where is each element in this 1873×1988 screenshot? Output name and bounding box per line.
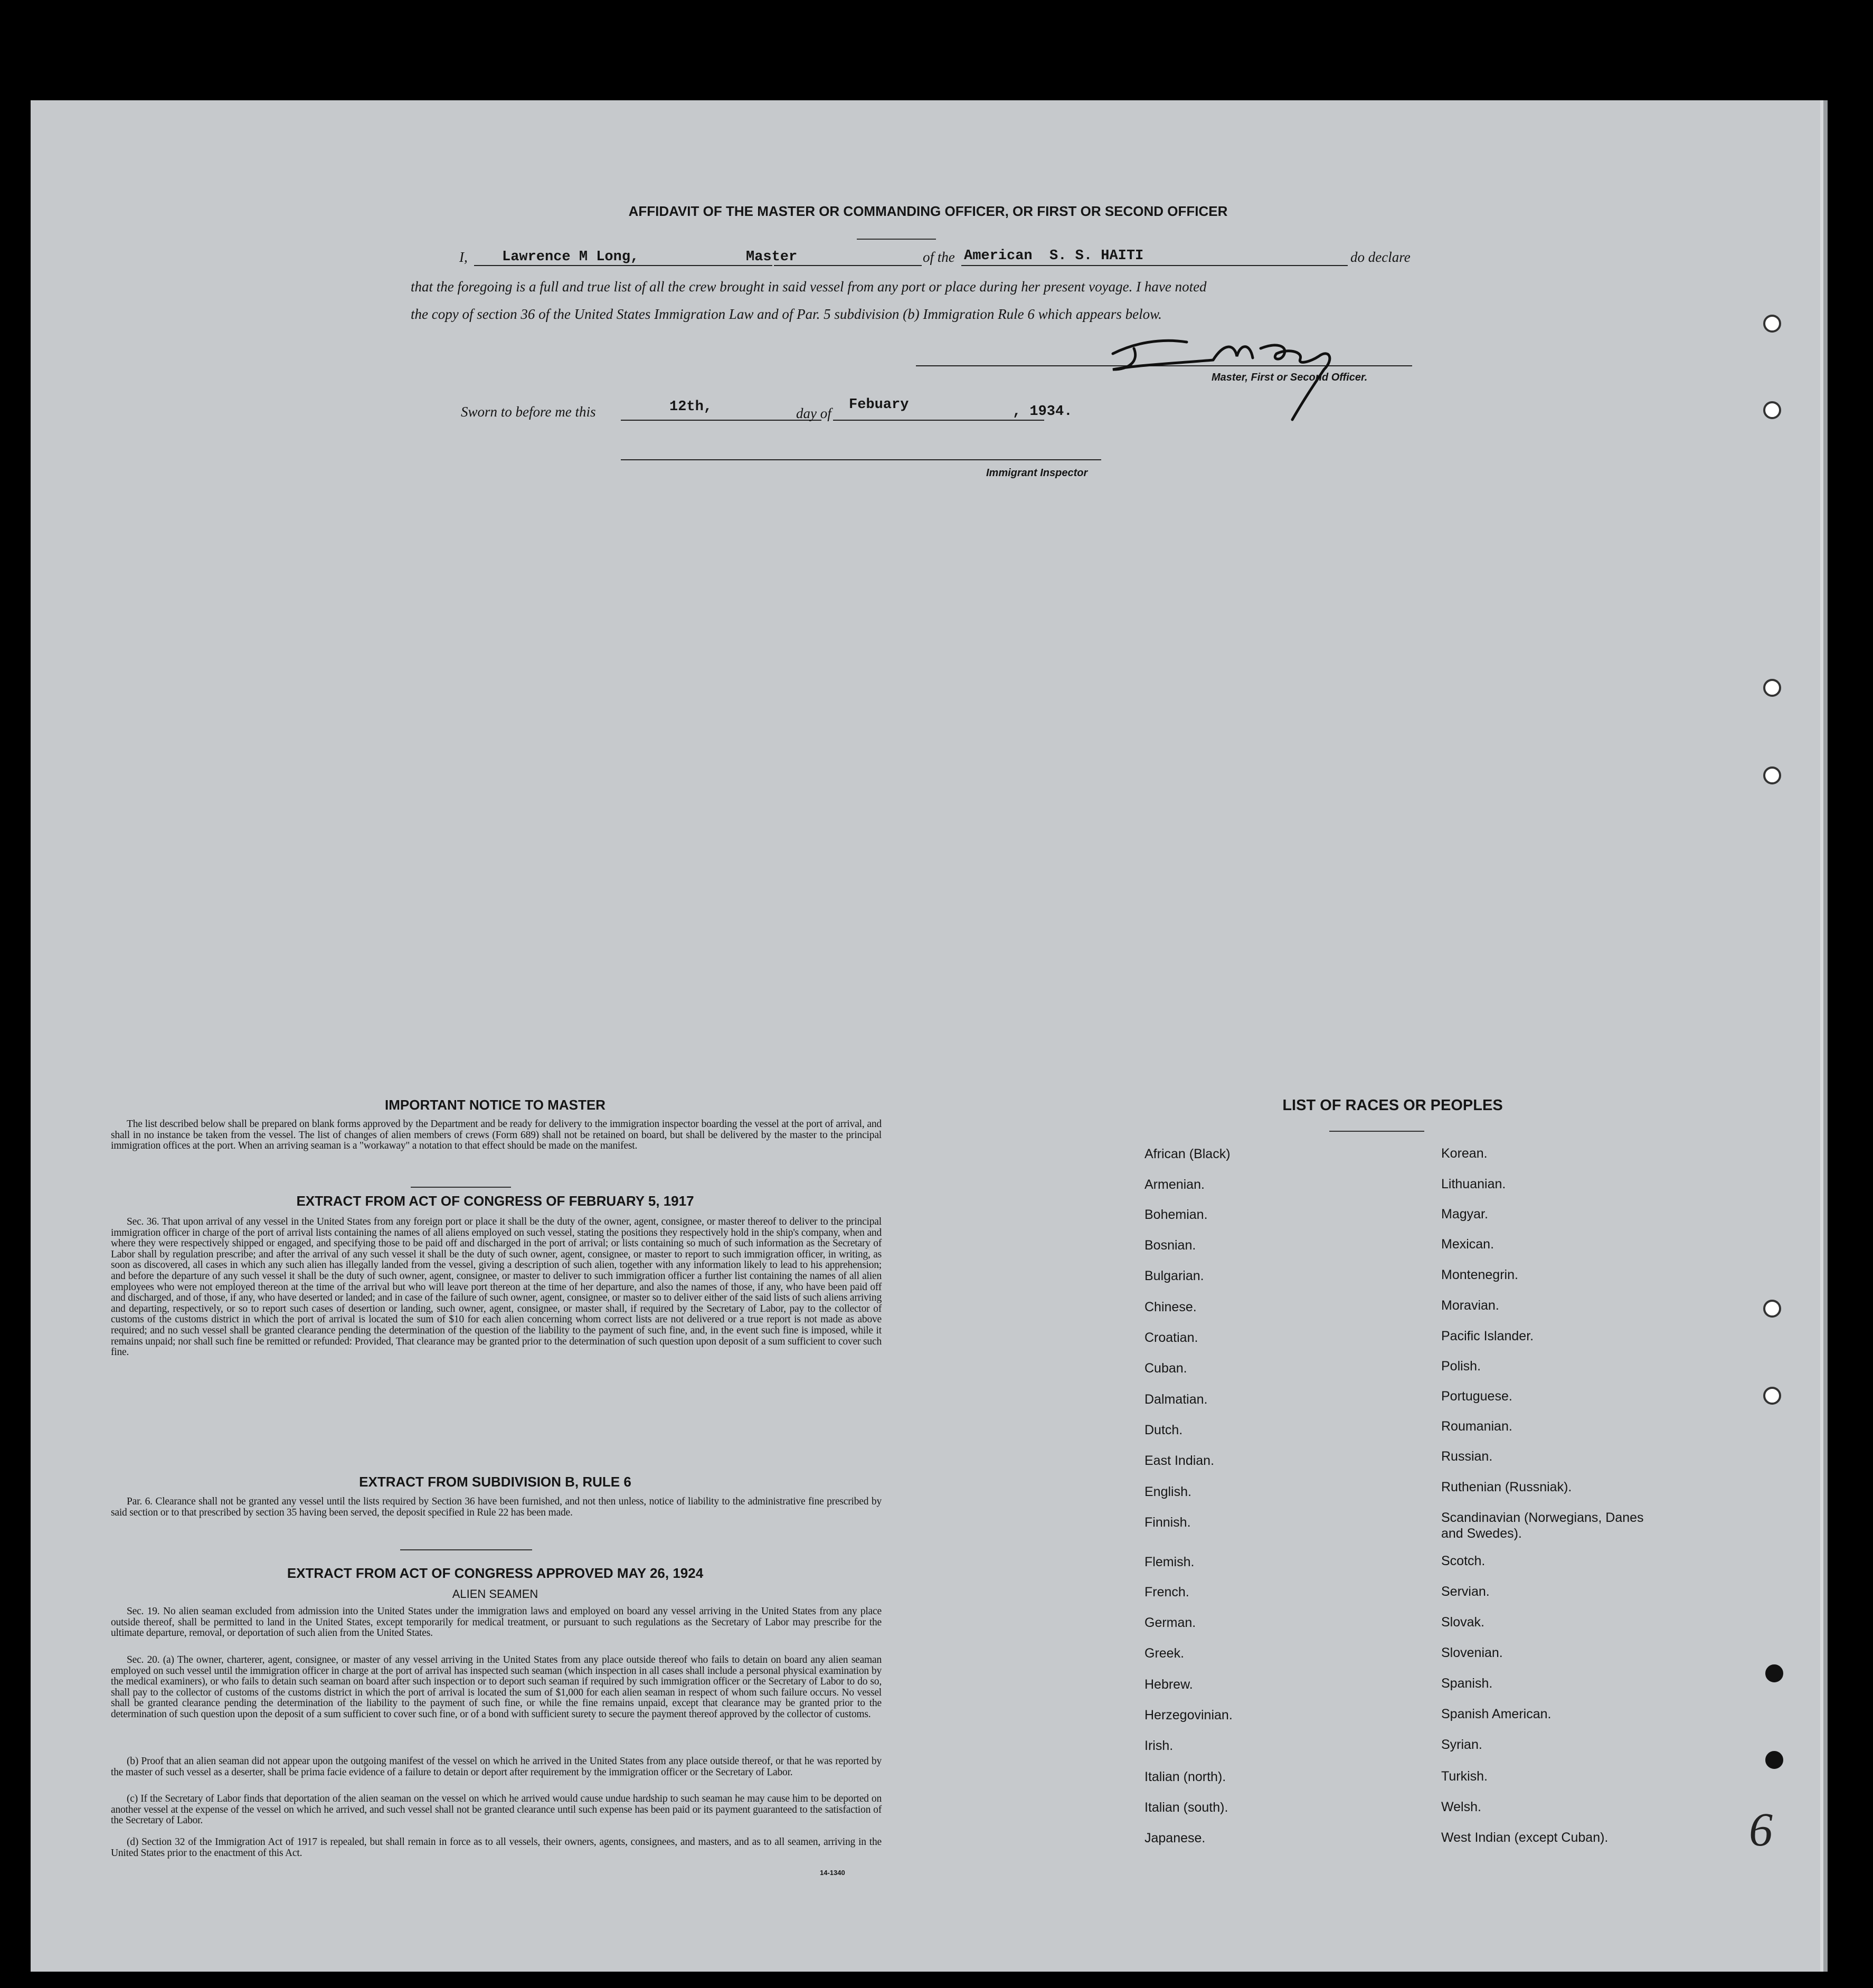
race-item: Polish. — [1441, 1359, 1481, 1374]
race-item: Italian (north). — [1144, 1769, 1226, 1784]
race-item: Slovenian. — [1441, 1645, 1503, 1660]
race-item: Scandinavian (Norwegians, Danes and Swedes). — [1441, 1510, 1644, 1541]
sec20a-text: Sec. 20. (a) The owner, charterer, agent, consignee, or master of any vessel arriving in the United States from any place outside thereof who fails to detain on board any alien seaman employed on such vessel until the immigration officer in charge at the port of arrival has inspected such seaman (which inspection in all cases shall include a personal physical examination by the medical examiners), or who fails to detain such seaman on board after such inspection or to deport such seaman if required by such immigration officer or the Secretary of Labor to do so, shall pay to the collector of customs of the customs district in which the port of arrival is located the sum of $1,000 for each alien seaman in respect of whom such failure occurs. No vessel shall be granted clearance pending the determination of the liability to the payment of such fine, or while the fine remains unpaid, except that clearance may be granted prior to the determination of such question upon the deposit of a sum sufficient to cover such fine, or of a bond with sufficient surety to secure the payment thereof approved by the collector of customs. — [111, 1654, 882, 1720]
races-title: LIST OF RACES OR PEOPLES — [1282, 1097, 1503, 1114]
race-item: Spanish. — [1441, 1676, 1493, 1691]
race-item: Herzegovinian. — [1144, 1708, 1233, 1722]
race-item: Croatian. — [1144, 1330, 1198, 1345]
race-item: English. — [1144, 1484, 1191, 1499]
form-sheet — [31, 100, 1823, 1972]
sworn-day-line — [621, 420, 821, 421]
race-item: Magyar. — [1441, 1207, 1488, 1222]
name-line — [474, 265, 772, 266]
form-number: 14-1340 — [820, 1869, 845, 1877]
punch-hole — [1763, 679, 1781, 697]
race-item: Flemish. — [1144, 1555, 1195, 1569]
signature-label: Master, First or Second Officer. — [1212, 372, 1368, 383]
sec19-text: Sec. 19. No alien seaman excluded from admission into the United States under the immigration laws and employed on board any vessel arriving in the United States from any place outside thereof, shall be permitted to land in the United States, except temporarily for medical treatment, or pursuant to such regulations as the Secretary of Labor may prescribe for the ultimate departure, removal, or deportation of such alien from the United States. — [111, 1606, 882, 1639]
of-the-label: of the — [923, 249, 955, 265]
race-item: Pacific Islander. — [1441, 1329, 1534, 1343]
extract-1917-title: EXTRACT FROM ACT OF CONGRESS OF FEBRUARY 5, 1917 — [296, 1193, 694, 1209]
affidavit-title: AFFIDAVIT OF THE MASTER OR COMMANDING OFFICER, OR FIRST OR SECOND OFFICER — [628, 203, 1228, 219]
rank-line — [774, 265, 922, 266]
punch-hole — [1763, 1387, 1781, 1405]
race-item: Italian (south). — [1144, 1800, 1228, 1815]
race-item: Bohemian. — [1144, 1207, 1208, 1222]
race-item: German. — [1144, 1615, 1196, 1630]
race-item: Dutch. — [1144, 1423, 1183, 1437]
race-item: Montenegrin. — [1441, 1267, 1518, 1282]
race-item: Irish. — [1144, 1738, 1174, 1753]
race-item: Greek. — [1144, 1646, 1185, 1661]
punch-hole — [1765, 1664, 1783, 1682]
punch-hole — [1763, 1300, 1781, 1318]
punch-hole — [1763, 315, 1781, 333]
race-item: Portuguese. — [1441, 1389, 1512, 1404]
divider — [1329, 1131, 1424, 1132]
race-item: African (Black) — [1144, 1147, 1231, 1161]
race-item: Roumanian. — [1441, 1419, 1512, 1434]
sec20c-text: (c) If the Secretary of Labor finds that deportation of the alien seaman on the vessel on which he arrived would cause undue hardship to such seaman he may cause him to be deported on another vessel at the expense of the vessel on which he arrived, and such vessel shall not be granted clearance until such expense has been paid or its payment guaranteed to the satisfaction of the Secretary of Labor. — [111, 1793, 882, 1826]
sworn-month-line — [833, 420, 1044, 421]
race-item: Chinese. — [1144, 1300, 1197, 1314]
race-item: Armenian. — [1144, 1177, 1205, 1192]
sworn-day: 12th, — [669, 399, 713, 415]
sec20b-text: (b) Proof that an alien seaman did not appear upon the outgoing manifest of the vessel on which he arrived in the United States from any place outside thereof, or that he was reported by the master of such vessel as a deserter, shall be prima facie evidence of a failure to detain or deport after requirement by the immigration officer or the Secretary of Labor. — [111, 1756, 882, 1778]
race-item: Moravian. — [1441, 1298, 1499, 1313]
race-item: Welsh. — [1441, 1800, 1481, 1814]
rule6-text: Par. 6. Clearance shall not be granted any vessel until the lists required by Section 36 have been furnished, and not then unless, notice of liability to the administrative fine prescribed by said section or to that prescribed by section 35 having been served, the deposit specified in Rule 22 has been made. — [111, 1496, 882, 1518]
race-item: Ruthenian (Russniak). — [1441, 1480, 1572, 1494]
race-item: Servian. — [1441, 1584, 1490, 1599]
sworn-label: Sworn to before me this — [461, 404, 596, 420]
extract-1924-title: EXTRACT FROM ACT OF CONGRESS APPROVED MAY 26, 1924 — [287, 1565, 704, 1581]
race-item: Turkish. — [1441, 1769, 1488, 1784]
race-item: Finnish. — [1144, 1515, 1191, 1530]
race-item: Slovak. — [1441, 1615, 1484, 1630]
page-mark: 6 — [1749, 1804, 1773, 1856]
race-item: Mexican. — [1441, 1237, 1494, 1252]
punch-hole — [1765, 1751, 1783, 1769]
race-item: Hebrew. — [1144, 1677, 1193, 1692]
divider — [411, 1187, 511, 1188]
race-item: Japanese. — [1144, 1831, 1206, 1845]
affidavit-prefix: I, — [459, 249, 468, 265]
punch-hole — [1763, 766, 1781, 784]
vessel-line — [961, 265, 1348, 266]
divider — [857, 239, 936, 240]
race-item: West Indian (except Cuban). — [1441, 1830, 1609, 1845]
race-item: French. — [1144, 1585, 1189, 1599]
sworn-month: Febuary — [849, 397, 909, 413]
race-item: Dalmatian. — [1144, 1392, 1208, 1407]
day-of-label: day of — [796, 405, 831, 421]
notice-text: The list described below shall be prepared on blank forms approved by the Department and be ready for delivery to the immigration inspector boarding the vessel at the port of arrival, and shall in no instance be taken from the vessel. The list of changes of alien members of crews (Form 689) shall not be retained on board, but shall be delivered by the master to the principal immigration offices at the port. When an arriving seaman is a "workaway" a notation to that effect should be made on the manifest. — [111, 1119, 882, 1152]
race-item: Scotch. — [1441, 1554, 1486, 1568]
race-item: Bulgarian. — [1144, 1268, 1204, 1283]
extract-1924-subtitle: ALIEN SEAMEN — [452, 1587, 538, 1601]
race-item: Bosnian. — [1144, 1238, 1196, 1253]
race-item: Russian. — [1441, 1449, 1493, 1464]
race-item: Syrian. — [1441, 1737, 1482, 1752]
sworn-year: , 1934. — [1013, 404, 1073, 420]
inspector-line — [621, 459, 1101, 460]
affidavit-line-2: that the foregoing is a full and true list of all the crew brought in said vessel from any port or place during her present voyage. I have noted — [411, 279, 1207, 295]
punch-hole — [1763, 401, 1781, 419]
race-item: Lithuanian. — [1441, 1177, 1506, 1191]
inspector-label: Immigrant Inspector — [986, 467, 1088, 479]
race-item: Spanish American. — [1441, 1707, 1552, 1721]
notice-title: IMPORTANT NOTICE TO MASTER — [385, 1097, 606, 1113]
affidavit-line-3: the copy of section 36 of the United States Immigration Law and of Par. 5 subdivision (b) Immigration Rule 6 which appears below. — [411, 306, 1162, 322]
vessel-name: American S. S. HAITI — [964, 248, 1144, 264]
race-item: Korean. — [1441, 1146, 1488, 1161]
rule6-title: EXTRACT FROM SUBDIVISION B, RULE 6 — [359, 1474, 631, 1490]
do-declare-label: do declare — [1350, 249, 1411, 265]
extract-1917-text: Sec. 36. That upon arrival of any vessel in the United States from any foreign port or place it shall be the duty of the owner, agent, consignee, or master thereof to deliver to the principal immigration officer in charge of the port of arrival lists containing the names of all aliens employed on such vessel, stating the positions they respectively hold in the ship's company, when and where they were respectively shipped or engaged, and specifying those to be paid off and discharged in the port of arrival; or lists containing so much of such information as the Secretary of Labor shall by regulation prescribe; and after the arrival of any such vessel it shall be the duty of such owner, agent, consignee, or master to report to such immigration officer, in writing, as soon as discovered, all cases in which any such alien has illegally landed from the vessel, giving a description of such alien, together with any information likely to lead to his apprehension; and before the departure of any such vessel it shall be the duty of such owner, agent, consignee, or master to deliver to such immigration officer a further list containing the names of all alien employees who were not employed thereon at the time of the arrival but who will leave port thereon at the time of her departure, and also the names of those, if any, who have been paid off and discharged, and of those, if any, who have deserted or landed; and in case of the failure of such owner, agent, consignee, or master so to deliver either of the said lists of such aliens arriving and departing, respectively, or so to report such cases of desertion or landing, such owner, agent, consignee, or master shall, if required by the Secretary of Labor, pay to the collector of customs of the customs district in which the port of arrival is located the sum of $10 for each alien concerning whom correct lists are not delivered or a true report is not made as above required; and no such vessel shall be granted clearance pending the determination of the question of the liability to the payment of such fine, and, in the event such fine is imposed, while it remains unpaid; nor shall such fine be remitted or refunded: Provided, That clearance may be granted prior to the determination of such question upon deposit of a sum sufficient to cover such fine. — [111, 1216, 882, 1358]
race-item: East Indian. — [1144, 1453, 1215, 1468]
race-item: Cuban. — [1144, 1361, 1187, 1376]
master-rank: Master — [746, 249, 798, 265]
divider — [400, 1549, 532, 1550]
master-name: Lawrence M Long, — [502, 249, 639, 265]
sec20d-text: (d) Section 32 of the Immigration Act of 1917 is repealed, but shall remain in force as to all vessels, their owners, agents, consignees, and masters, and as to all seamen, arriving in the United States prior to the enactment of this Act. — [111, 1836, 882, 1859]
